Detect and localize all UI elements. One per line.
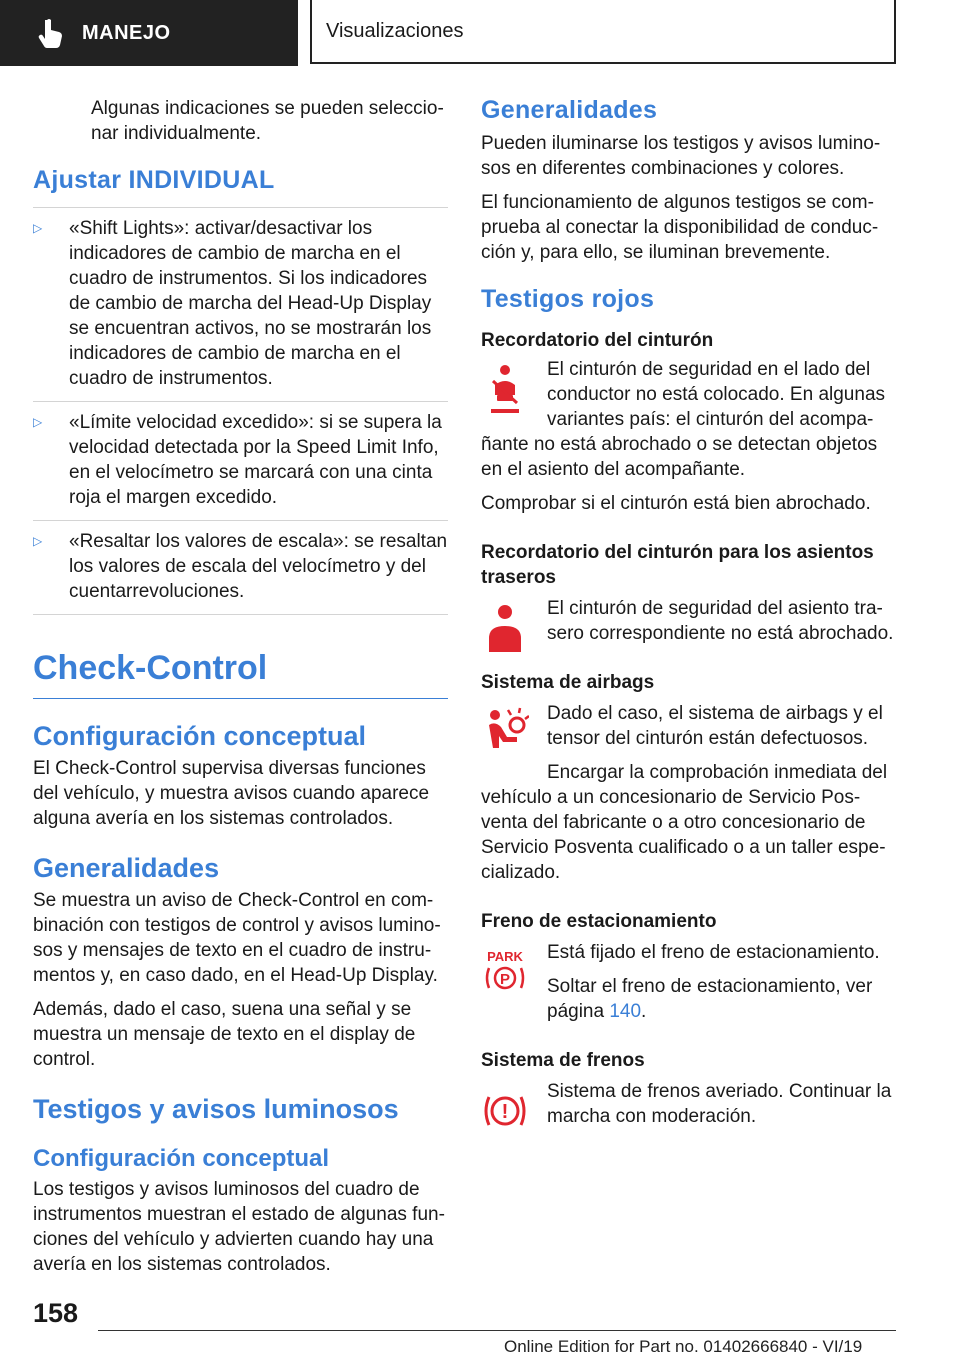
rojos-heading: Testigos rojos [481, 285, 655, 313]
config2-text: Los testigos y avisos luminosos del cuadro de instrumentos muestran el estado de algunas funciones del vehículo y advierten cuando hay una avería en los sistemas controlados. [33, 1179, 445, 1275]
right-general-text-1: Pueden iluminarse los testigos y avisos luminosos en diferentes combinaciones y colores. [481, 133, 881, 179]
parking-brake-text-1: Está fijado el freno de estacionamiento. [547, 942, 880, 963]
seatbelt-text-2: Comprobar si el cinturón está bien abrochado. [481, 493, 871, 514]
seatbelt-text-1: El cinturón de seguridad en el lado del conductor no está colocado. En algunas variantes país: el cinturón del acompa- [547, 359, 886, 430]
list-item-text: «Límite velocidad excedido»: si se supera la velocidad detectada por la Speed Limit Info, en el velocímetro se marcará con una cinta roja el margen excedido. [69, 412, 442, 508]
page-number: 158 [33, 1298, 79, 1328]
svg-text:P: P [499, 971, 511, 988]
edition-text: Online Edition for Part no. 01402666840 - VI/19 [504, 1337, 863, 1356]
right-general-heading: Generalidades [481, 96, 658, 124]
airbag-icon [481, 707, 529, 759]
svg-text:!: ! [501, 1101, 509, 1123]
rear-seatbelt-icon [481, 602, 529, 654]
triangle-bullet-icon: ▷ [33, 534, 43, 548]
chapter-label: MANEJO [82, 21, 171, 44]
airbag-text-2b: vehículo a un concesionario de Servicio Posventa del fabricante o a otro concesionario de Servicio Posventa cualificado o a un taller especializado. [481, 787, 886, 883]
section-title: Visualizaciones [310, 0, 896, 64]
general-text-1: Se muestra un aviso de Check-Control en combinación con testigos de control y avisos luminosos y mensajes de texto en el cuadro de instrumentos y, en caso dado, en el Head-Up Display. [33, 890, 441, 986]
airbag-label: Sistema de airbags [481, 672, 655, 693]
brake-system-text: Sistema de frenos averiado. Continuar la marcha con moderación. [547, 1081, 892, 1127]
rear-seatbelt-warning [481, 540, 897, 646]
airbag-warning [481, 670, 897, 885]
ajustar-heading: Ajustar INDIVIDUAL [33, 166, 275, 194]
general-text-2: Además, dado el caso, suena una señal y se muestra un mensaje de texto en el display de control. [33, 999, 416, 1070]
seatbelt-text-1b: ñante no está abrochado o se detectan objetos en el asiento del acompañante. [481, 434, 878, 480]
rear-seatbelt-label: Recordatorio del cinturón para los asientos traseros [481, 542, 874, 588]
svg-text:PARK: PARK [487, 949, 523, 964]
hand-pointer-icon [36, 18, 66, 48]
list-item-text: «Shift Lights»: activar/desactivar los indicadores de cambio de marcha en el cuadro de instrumentos. Si los indicadores de cambio de marcha del Head-Up Display se encuentran activos, no se mostrarán los indicadores de cambio de marcha en el cuadro de instrumentos. [69, 218, 432, 389]
parking-brake-text-2: Soltar el freno de estacionamiento, ver página 140. [547, 976, 873, 1022]
config-text: El Check-Control supervisa diversas funciones del vehículo, y muestra avisos cuando aparece alguna avería en los sistemas controlados. [33, 758, 430, 829]
left-column [33, 96, 448, 1277]
options-list [33, 207, 448, 615]
config-heading: Configuración conceptual [33, 721, 367, 751]
footer-divider [98, 1330, 896, 1331]
triangle-bullet-icon: ▷ [33, 221, 43, 235]
seatbelt-warning [481, 328, 897, 516]
parking-brake-warning [481, 909, 897, 1024]
config2-heading: Configuración conceptual [33, 1145, 330, 1172]
list-item-text: «Resaltar los valores de escala»: se resaltan los valores de escala del velocímetro y del cuentarrevoluciones. [69, 531, 448, 602]
rear-seatbelt-text: El cinturón de seguridad del asiento trasero correspondiente no está abrochado. [547, 598, 894, 644]
seatbelt-icon [481, 363, 529, 415]
intro-text: Algunas indicaciones se pueden seleccionar individualmente. [91, 98, 444, 144]
parking-brake-label: Freno de estacionamiento [481, 911, 717, 932]
park-brake-icon [481, 946, 529, 998]
right-column [481, 96, 897, 1129]
chapter-tab [0, 0, 298, 66]
seatbelt-label: Recordatorio del cinturón [481, 330, 714, 351]
page-link[interactable]: 140 [609, 1001, 642, 1022]
general-heading: Generalidades [33, 853, 220, 883]
triangle-bullet-icon: ▷ [33, 415, 43, 429]
brake-system-warning [481, 1048, 897, 1129]
list-item [33, 520, 448, 615]
checkcontrol-heading: Check-Control [33, 649, 448, 699]
right-general-text-2: El funcionamiento de algunos testigos se comprueba al conectar la disponibilidad de conducción y, para ello, se iluminan brevemente. [481, 192, 879, 263]
airbag-text-2: Encargar la comprobación inmediata del [547, 762, 888, 783]
brake-warning-icon [481, 1085, 529, 1137]
brake-system-label: Sistema de frenos [481, 1050, 645, 1071]
list-item [33, 401, 448, 520]
list-item [33, 207, 448, 401]
airbag-text-1: Dado el caso, el sistema de airbags y el tensor del cinturón están defectuosos. [547, 703, 883, 749]
testigos-heading: Testigos y avisos luminosos [33, 1094, 399, 1124]
